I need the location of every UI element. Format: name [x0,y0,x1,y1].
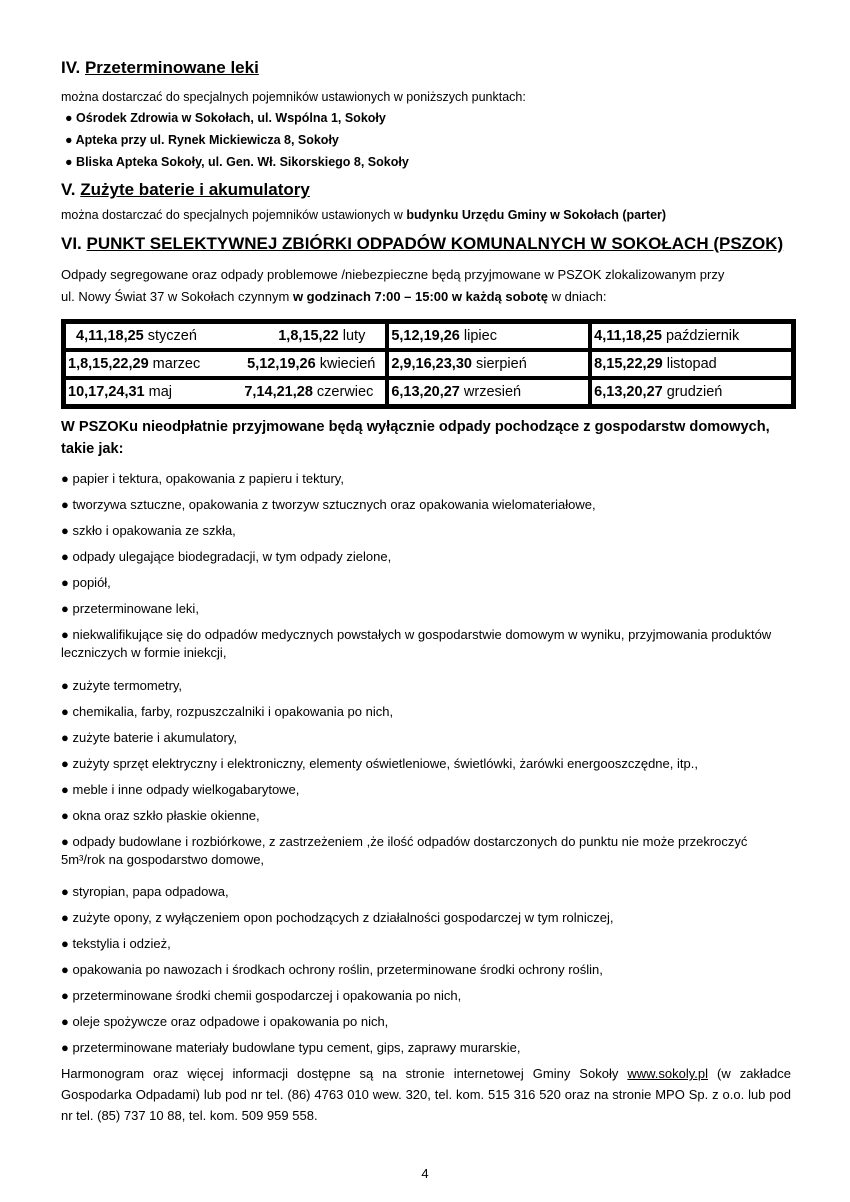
contact-info-paragraph: Harmonogram oraz więcej informacji dostępne są na stronie internetowej Gminy Sokoły www.sokoly.pl (w zakładce Gospodarka Odpadami) lub pod nr tel. (86) 4763 010 wew. 320, tel. kom. 515 316 520 oraz na stronie MPO Sp. z o.o. lub pod nr tel. (85) 737 10 88, tel. kom. 509 959 558. [61,1066,792,1123]
waste-list-item: ● odpady budowlane i rozbiórkowe, z zastrzeżeniem ,że ilość odpadów dostarczonych do punktu nie może przekroczyć 5m³/rok na gospodarstwo domowe, [61,834,748,867]
bullet-icon: ● [61,523,69,538]
waste-list-item: ● papier i tektura, opakowania z papieru i tektury, [61,471,344,486]
waste-list-item: ● styropian, papa odpadowa, [61,884,229,899]
bullet-icon: ● [61,678,69,693]
bullet-icon: ● [61,1040,69,1055]
bullet-icon: ● [61,704,69,719]
bullet-icon: ● [61,471,69,486]
calendar-row [65,351,792,377]
waste-list-item: ● opakowania po nawozach i środkach ochrony roślin, przeterminowane środki ochrony roślin, [61,962,603,977]
bullet-icon: ● [61,497,69,512]
calendar-cell: 1,8,15,22,29 marzec 5,12,19,26 kwiecień [65,351,386,377]
bullet-icon: ● [61,834,69,849]
waste-list-item: ● okna oraz szkło płaskie okienne, [61,808,260,823]
waste-list-item: ● meble i inne odpady wielkogabarytowe, [61,782,300,797]
section-5-intro: można dostarczać do specjalnych pojemników ustawionych w budynku Urzędu Gminy w Sokołach (parter) [61,208,667,222]
section-4-title: Przeterminowane leki [84,58,259,77]
calendar-cell: 6,13,20,27 wrzesień [388,379,589,405]
bullet-icon: ● [61,808,69,823]
website-link[interactable]: www.sokoly.pl [627,1066,709,1081]
location-item: ● Ośrodek Zdrowia w Sokołach, ul. Wspólna 1, Sokoły [65,111,386,125]
waste-list-item: ● niekwalifikujące się do odpadów medycznych powstałych w gospodarstwie domowym w wyniku, przyjmowania produktów leczniczych w formie iniekcji, [61,627,772,660]
bullet-icon: ● [61,1014,69,1029]
location-item: ● Apteka przy ul. Rynek Mickiewicza 8, Sokoły [65,133,339,147]
calendar-cell: 8,15,22,29 listopad [591,351,792,377]
bullet-icon: ● [65,133,73,147]
waste-list-item: ● zużyte baterie i akumulatory, [61,730,237,745]
calendar-cell: 10,17,24,31 maj 7,14,21,28 czerwiec [65,379,386,405]
waste-list-item: ● zużyte termometry, [61,678,183,693]
calendar-row [65,323,792,349]
bullet-icon: ● [61,936,69,951]
bullet-icon: ● [61,601,69,616]
waste-list-item: ● zużyty sprzęt elektryczny i elektroniczny, elementy oświetleniowe, świetlówki, żarówki energooszczędne, itp., [61,756,698,771]
calendar-cell: 4,11,18,25 styczeń 1,8,15,22 luty [65,323,386,349]
bullet-icon: ● [61,756,69,771]
waste-list-item: ● popiół, [61,575,111,590]
pszok-heading: W PSZOKu nieodpłatnie przyjmowane będą wyłącznie odpady pochodzące z gospodarstw domowych, takie jak: [61,419,770,457]
section-6-title: PUNKT SELEKTYWNEJ ZBIÓRKI ODPADÓW KOMUNALNYCH W SOKOŁACH (PSZOK) [86,234,784,253]
waste-list-item: ● przeterminowane środki chemii gospodarczej i opakowania po nich, [61,988,462,1003]
section-6-numeral: VI. [61,234,82,253]
section-4-intro: można dostarczać do specjalnych pojemników ustawionych w poniższych punktach: [61,90,526,104]
waste-list-item: ● chemikalia, farby, rozpuszczalniki i opakowania po nich, [61,704,394,719]
waste-list-item: ● szkło i opakowania ze szkła, [61,523,236,538]
section-5-heading [61,179,791,201]
section-4-numeral: IV. [61,58,81,77]
section-6-heading [61,233,791,255]
bullet-icon: ● [61,549,69,564]
bullet-icon: ● [61,988,69,1003]
waste-list-item: ● tekstylia i odzież, [61,936,171,951]
bullet-icon: ● [61,910,69,925]
section-6-line-2: ul. Nowy Świat 37 w Sokołach czynnym w godzinach 7:00 – 15:00 w każdą sobotę w dniach: [61,289,607,304]
section-5-numeral: V. [61,180,76,199]
calendar-cell: 5,12,19,26 lipiec [388,323,589,349]
waste-list-item: ● odpady ulegające biodegradacji, w tym odpady zielone, [61,549,392,564]
section-5-title: Zużyte baterie i akumulatory [80,180,310,199]
waste-list-item: ● przeterminowane leki, [61,601,199,616]
calendar-cell: 6,13,20,27 grudzień [591,379,792,405]
calendar-cell: 4,11,18,25 październik [591,323,792,349]
waste-list-item: ● tworzywa sztuczne, opakowania z tworzyw sztucznych oraz opakowania wielomateriałowe, [61,497,596,512]
section-4-heading [61,57,791,79]
bullet-icon: ● [61,962,69,977]
waste-list-item: ● oleje spożywcze oraz odpadowe i opakowania po nich, [61,1014,389,1029]
calendar-cell: 2,9,16,23,30 sierpień [388,351,589,377]
bullet-icon: ● [61,627,69,642]
bullet-icon: ● [61,884,69,899]
bullet-icon: ● [65,155,73,169]
waste-list-item: ● przeterminowane materiały budowlane typu cement, gips, zaprawy murarskie, [61,1040,521,1055]
location-item: ● Bliska Apteka Sokoły, ul. Gen. Wł. Sikorskiego 8, Sokoły [65,155,409,169]
bullet-icon: ● [61,575,69,590]
page-number: 4 [421,1166,429,1181]
bullet-icon: ● [65,111,73,125]
bullet-icon: ● [61,782,69,797]
waste-list-item: ● zużyte opony, z wyłączeniem opon pochodzących z działalności gospodarczej w tym rolniczej, [61,910,614,925]
section-6-line-1: Odpady segregowane oraz odpady problemowe /niebezpieczne będą przyjmowane w PSZOK zlokalizowanym przy [61,267,725,282]
bullet-icon: ● [61,730,69,745]
calendar-row [65,379,792,405]
collection-calendar-table [61,319,796,409]
